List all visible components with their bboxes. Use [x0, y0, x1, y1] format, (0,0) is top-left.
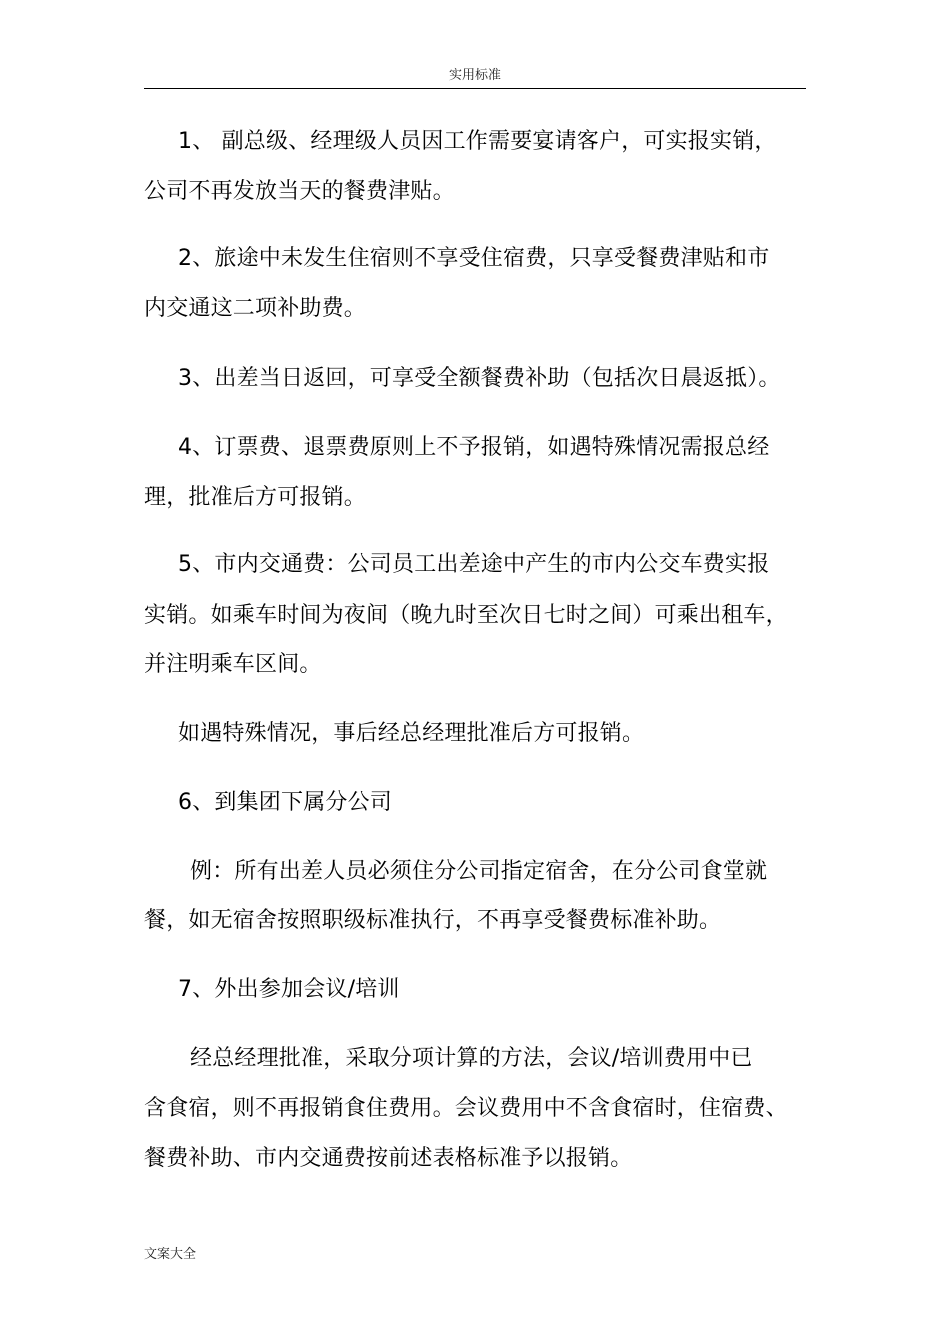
paragraph-1-line-1: 1、 副总级、经理级人员因工作需要宴请客户，可实报实销，: [178, 129, 777, 154]
meeting-line-2: 含食宿，则不再报销食住费用。会议费用中不含食宿时，住宿费、: [144, 1096, 788, 1121]
paragraph-5-line-1: 5、市内交通费：公司员工出差途中产生的市内公交车费实报: [178, 552, 770, 577]
item-7-heading: 7、外出参加会议/培训: [178, 977, 400, 1002]
item-6-heading: 6、到集团下属分公司: [178, 790, 392, 815]
example-line-2: 餐，如无宿舍按照职级标准执行，不再享受餐费标准补助。: [144, 908, 722, 933]
paragraph-5-line-2: 实销。如乘车时间为夜间（晚九时至次日七时之间）可乘出租车，: [144, 603, 788, 628]
header-divider: [144, 88, 806, 89]
paragraph-5-line-3: 并注明乘车区间。: [144, 652, 322, 677]
paragraph-2-line-2: 内交通这二项补助费。: [144, 296, 367, 321]
example-line-1: 例：所有出差人员必须住分公司指定宿舍，在分公司食堂就: [190, 859, 768, 884]
meeting-line-1: 经总经理批准，采取分项计算的方法，会议/培训费用中已: [190, 1046, 753, 1071]
paragraph-2-line-1: 2、旅途中未发生住宿则不享受住宿费，只享受餐费津贴和市: [178, 246, 770, 271]
paragraph-4-line-1: 4、订票费、退票费原则上不予报销，如遇特殊情况需报总经: [178, 435, 770, 460]
page-header-title: 实用标准: [448, 68, 501, 83]
paragraph-4-line-2: 理，批准后方可报销。: [144, 485, 367, 510]
page-footer-text: 文案大全: [144, 1247, 197, 1262]
meeting-line-3: 餐费补助、市内交通费按前述表格标准予以报销。: [144, 1146, 633, 1171]
paragraph-1-line-2: 公司不再发放当天的餐费津贴。: [144, 179, 455, 204]
special-case-note: 如遇特殊情况，事后经总经理批准后方可报销。: [178, 721, 645, 746]
paragraph-3-line-1: 3、出差当日返回，可享受全额餐费补助（包括次日晨返抵）。: [178, 366, 781, 391]
